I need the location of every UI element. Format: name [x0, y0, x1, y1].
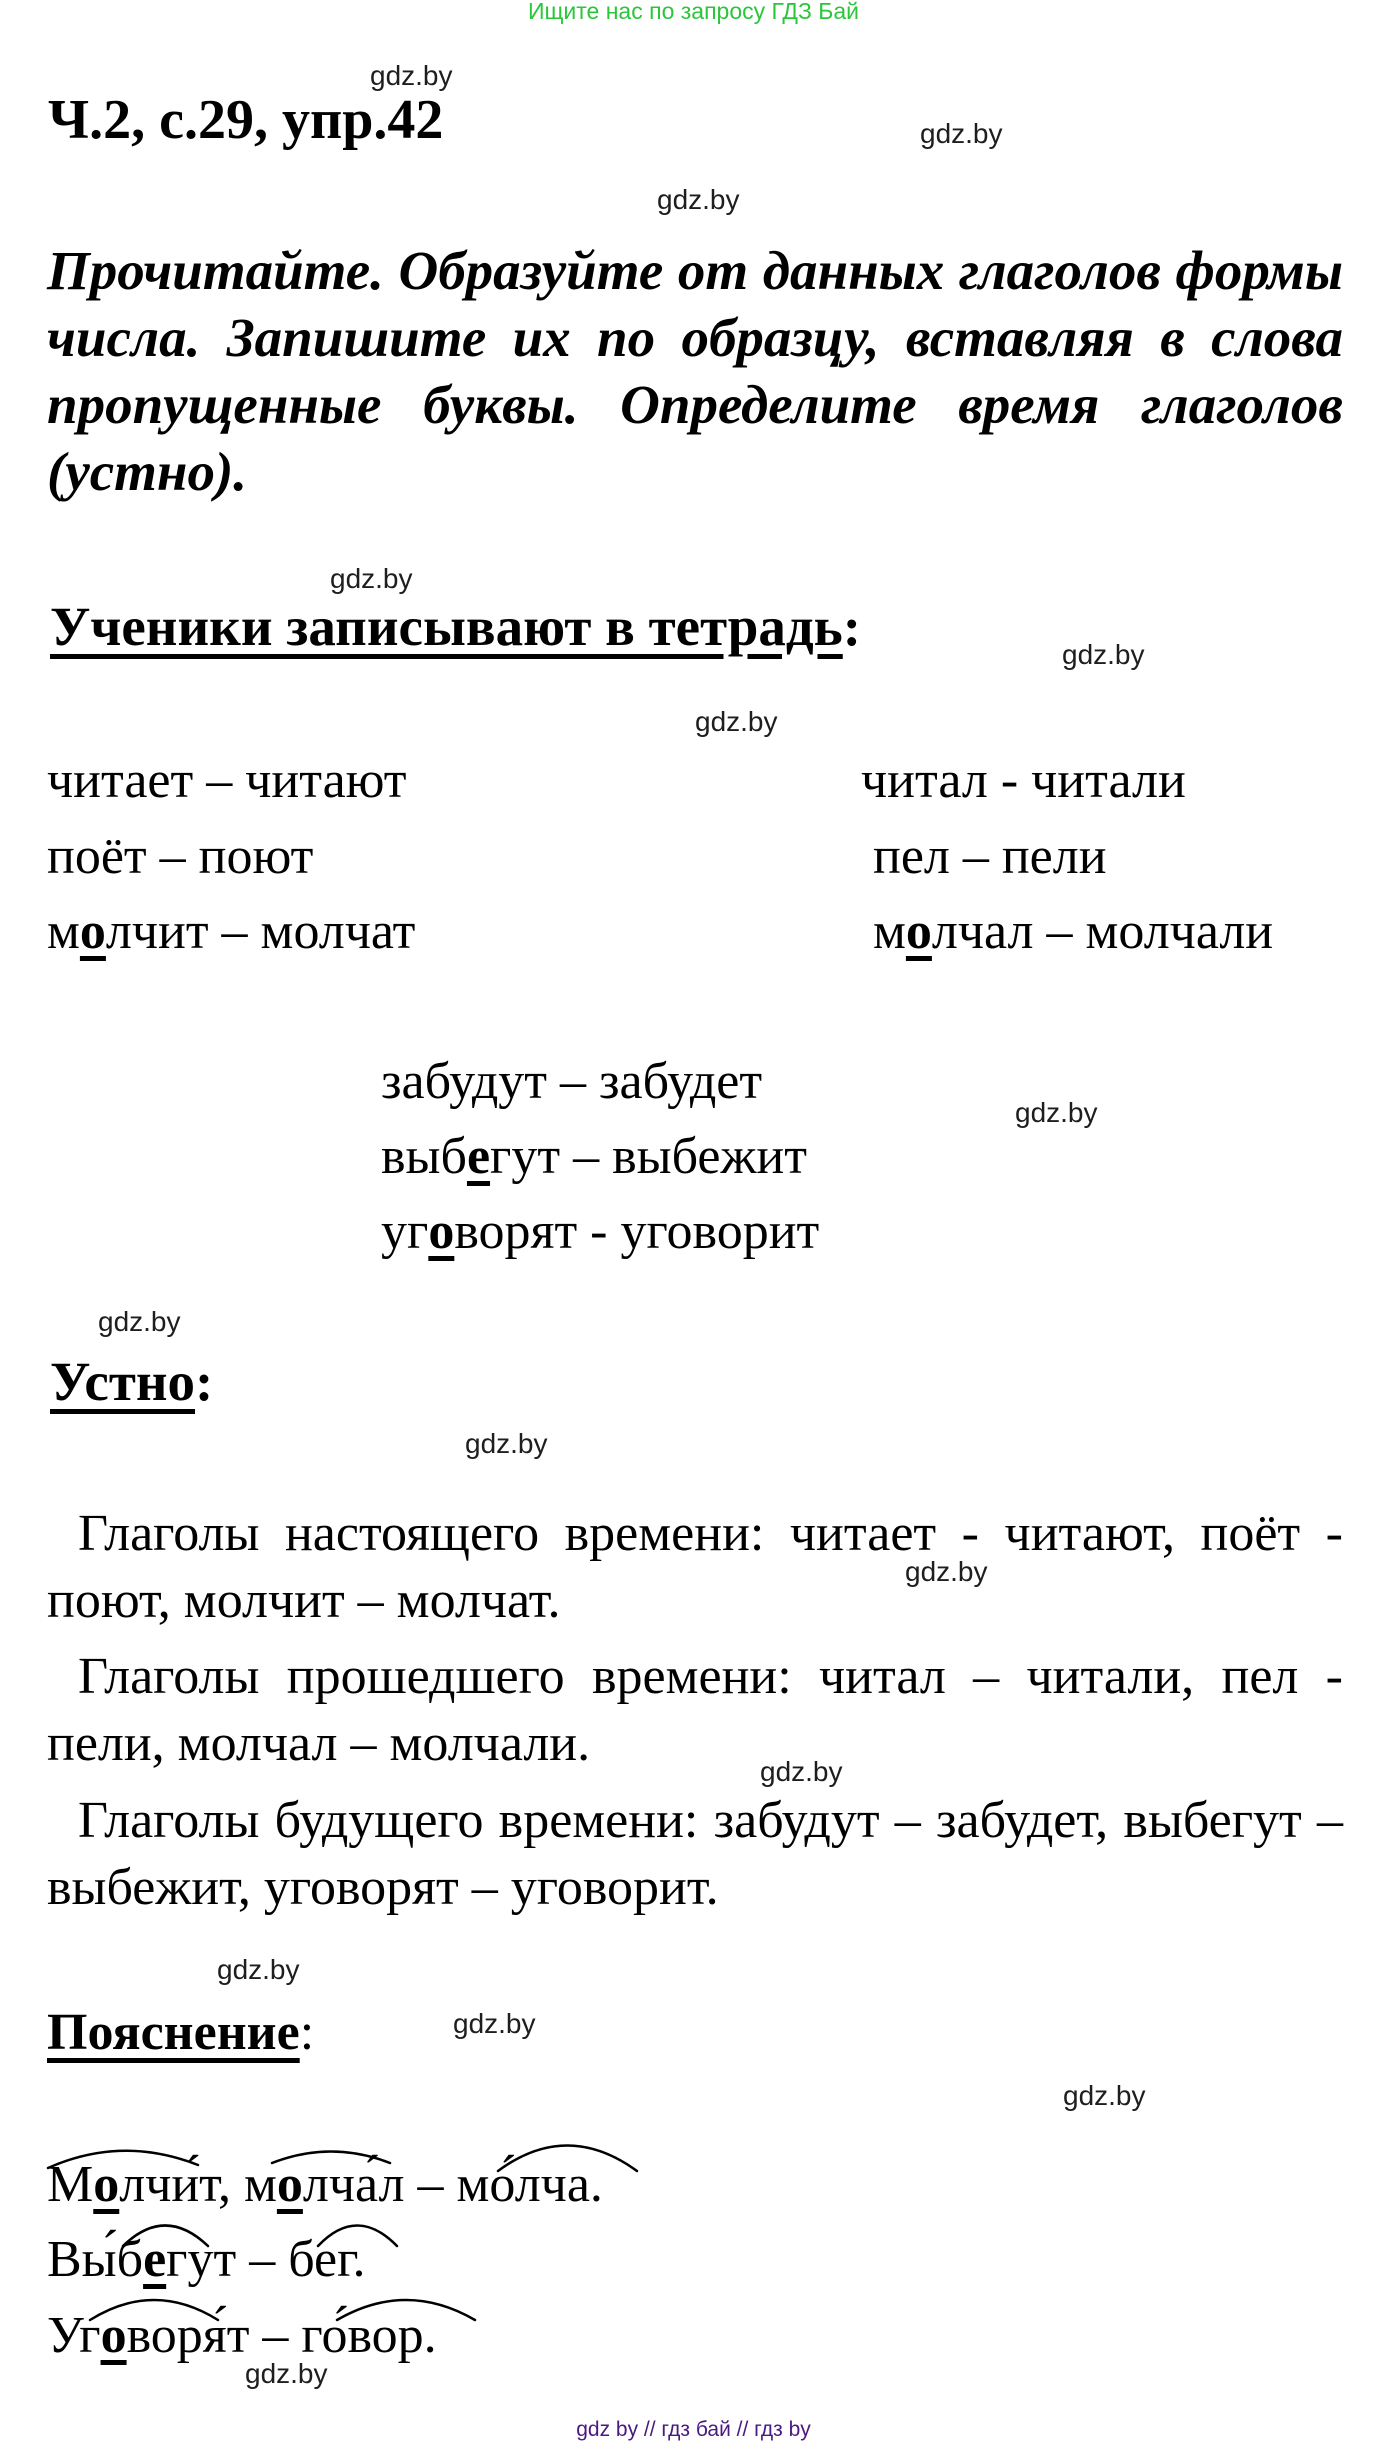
- oral-paragraph-future: Глаголы будущего времени: забудут – забудет, выбегут – выбежит, уговорят – уговорит.: [47, 1792, 1343, 1916]
- word-text: М: [47, 2156, 94, 2213]
- word-text: уг: [381, 1203, 429, 1260]
- oral-paragraph-past: Глаголы прошедшего времени: читал – читали, пел - пели, молчал – молчали.: [47, 1648, 1343, 1772]
- inserted-letter: о: [905, 903, 932, 960]
- watermark-text: gdz.by: [1063, 2080, 1146, 2111]
- word-text: забудут – забудет: [381, 1053, 763, 1110]
- word-text: м: [47, 903, 80, 960]
- watermark-text: gdz.by: [370, 60, 453, 91]
- word-text: гут – выбежит: [490, 1128, 807, 1185]
- word-text: Вы́б: [47, 2231, 144, 2288]
- root-vowel: е: [143, 2231, 167, 2288]
- section-heading-notebook-text: Ученики записывают в тетрадь: [50, 596, 843, 657]
- root-vowel: о: [93, 2156, 120, 2213]
- section-heading-explanation-text: Пояснение: [47, 2004, 300, 2061]
- search-hint-banner: Ищите нас по запросу ГДЗ Бай: [527, 0, 860, 24]
- section-heading-oral: [50, 1351, 214, 1412]
- watermark-text: gdz.by: [453, 2008, 536, 2039]
- watermark-text: gdz.by: [330, 563, 413, 594]
- watermark-text: gdz.by: [760, 1756, 843, 1787]
- watermark-text: gdz.by: [657, 184, 740, 215]
- word-text: воря́т – го́вор.: [126, 2307, 437, 2364]
- root-vowel: о: [276, 2156, 303, 2213]
- word-pair-past-3: [873, 903, 1274, 960]
- word-text: выб: [381, 1128, 467, 1185]
- watermark-text: gdz.by: [695, 706, 778, 737]
- watermark-text: gdz.by: [1062, 639, 1145, 670]
- word-pair-past-2: [873, 828, 1107, 885]
- word-text: лчит – молчат: [105, 903, 416, 960]
- watermark-text: gdz.by: [905, 1556, 988, 1587]
- explanation-line-1: [47, 2156, 603, 2213]
- explanation-line-2: [47, 2231, 366, 2288]
- inserted-letter: о: [79, 903, 106, 960]
- word-text: м: [873, 903, 906, 960]
- inserted-letter: о: [428, 1203, 455, 1260]
- section-heading-explanation: [47, 2004, 315, 2061]
- watermark-text: gdz.by: [920, 118, 1003, 149]
- watermark-text: gdz.by: [98, 1306, 181, 1337]
- page-title: Ч.2, с.29, упр.42: [48, 89, 444, 151]
- word-text: читал - читали: [861, 752, 1186, 809]
- word-pair-present-2: [47, 828, 314, 885]
- section-heading-oral-text: Устно: [50, 1351, 196, 1412]
- word-text: гут – бег.: [166, 2231, 366, 2288]
- word-text: Уг: [47, 2307, 101, 2364]
- word-text: читает – читают: [47, 752, 407, 809]
- exercise-instruction: Прочитайте. Образуйте от данных глаголов формы числа. Запишите их по образцу, вставляя в слова пропущенные буквы. Определите время глаголов (устно).: [47, 240, 1343, 502]
- watermark-text: gdz.by: [465, 1428, 548, 1459]
- heading-colon: :: [299, 2004, 315, 2061]
- word-pair-future-1: [381, 1053, 763, 1110]
- word-text: поёт – поют: [47, 828, 314, 885]
- word-pair-past-1: [861, 752, 1186, 809]
- word-pair-future-2: [381, 1128, 807, 1185]
- word-text: лчи́т, м: [119, 2156, 277, 2213]
- word-text: ворят - уговорит: [454, 1203, 820, 1260]
- heading-colon: :: [195, 1351, 214, 1412]
- word-text: лча́л – мо́лча.: [302, 2156, 603, 2213]
- watermark-text: gdz.by: [217, 1954, 300, 1985]
- oral-paragraph-present: Глаголы настоящего времени: читает - читают, поёт - поют, молчит – молчат.: [47, 1505, 1343, 1629]
- watermark-text: gdz.by: [1015, 1097, 1098, 1128]
- word-text: лчал – молчали: [931, 903, 1274, 960]
- watermark-text: gdz.by: [245, 2358, 328, 2389]
- inserted-letter: е: [466, 1128, 491, 1185]
- section-heading-notebook: [50, 596, 862, 657]
- root-vowel: о: [100, 2307, 127, 2364]
- word-text: пел – пели: [873, 828, 1107, 885]
- heading-colon: :: [842, 596, 862, 657]
- footer-site-links: gdz by // гдз бай // гдз by: [576, 2418, 811, 2441]
- word-pair-present-1: [47, 752, 407, 809]
- word-pair-present-3: [47, 903, 416, 960]
- word-pair-future-3: [381, 1203, 820, 1260]
- explanation-line-3: [47, 2307, 437, 2364]
